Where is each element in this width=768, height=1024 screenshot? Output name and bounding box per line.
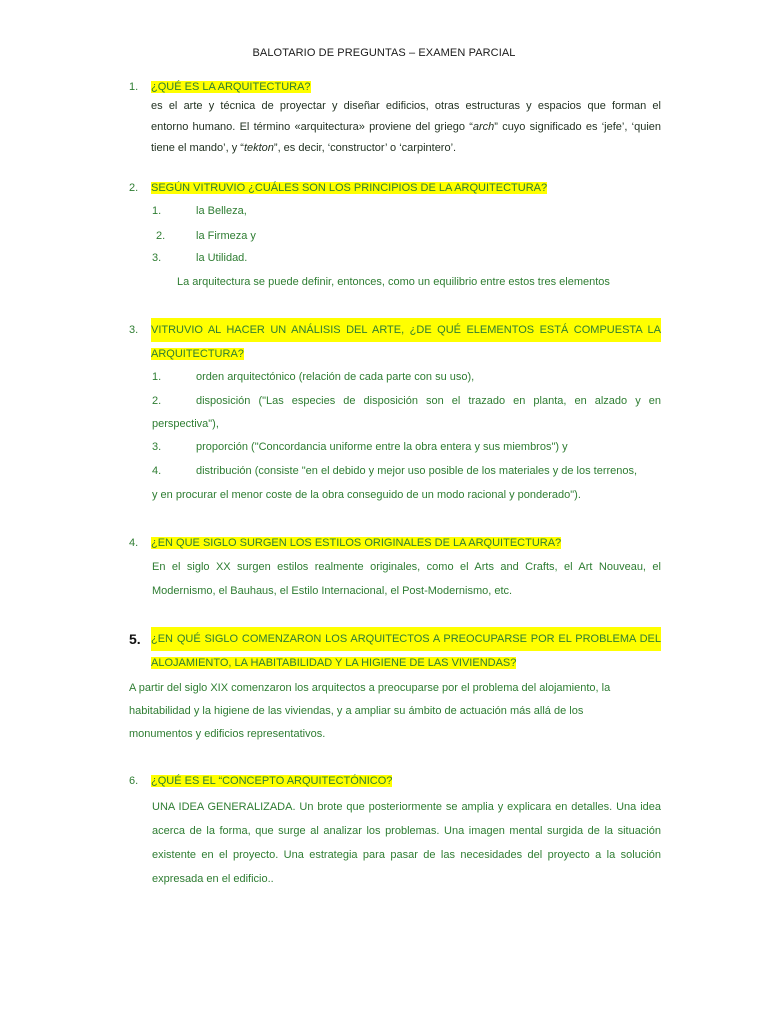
question-number: 5. (129, 631, 141, 647)
question-text: ¿EN QUE SIGLO SURGEN LOS ESTILOS ORIGINALES DE LA ARQUITECTURA? (151, 537, 562, 549)
question-text: ¿EN QUÉ SIGLO COMENZARON LOS ARQUITECTOS A PREOCUPARSE POR EL PROBLEMA DEL (151, 627, 661, 651)
question-number: 6. (129, 775, 139, 787)
question-2 (129, 176, 661, 200)
answer-line: En el siglo XX surgen estilos realmente originales, como el Arts and Crafts, el Art Nouveau, el (152, 561, 661, 573)
question-text: ALOJAMIENTO, LA HABITABILIDAD Y LA HIGIENE DE LAS VIVIENDAS? (151, 657, 517, 669)
answer-line: A partir del siglo XIX comenzaron los arquitectos a preocuparse por el problema del alojamiento, la (129, 682, 611, 694)
question-text: ¿QUÉ ES LA ARQUITECTURA? (151, 81, 311, 93)
answer-line: acerca de la forma, que surge al analizar los problemas. Una imagen mental surgida de la situación (152, 825, 661, 837)
question-number: 3. (129, 324, 139, 336)
document-title: BALOTARIO DE PREGUNTAS – EXAMEN PARCIAL (252, 47, 516, 59)
answer-4 (152, 557, 661, 602)
question-6 (129, 769, 661, 793)
answer-line: expresada en el edificio.. (152, 873, 274, 885)
answer-5 (129, 677, 629, 746)
question-text: ARQUITECTURA? (151, 348, 244, 360)
answer-line: existente en el proyecto. Una estrategia para pasar de las necesidades del proyecto a la solución (152, 849, 661, 861)
italic-term: arch (472, 121, 495, 133)
question-4 (129, 531, 661, 555)
question-text: SEGÚN VITRUVIO ¿CUÁLES SON LOS PRINCIPIOS DE LA ARQUITECTURA? (151, 182, 548, 194)
italic-term: tekton (243, 142, 274, 154)
answer-line: entorno humano. El término «arquitectura» proviene del griego “arch” cuyo significado es ‘jefe’, ‘quien (151, 121, 661, 133)
answer-1 (151, 96, 661, 159)
question-text: ¿QUÉ ES EL “CONCEPTO ARQUITECTÓNICO? (151, 775, 393, 787)
answer-conclusion: La arquitectura se puede definir, entonces, como un equilibrio entre estos tres elementos (177, 276, 610, 288)
answer-line: monumentos y edificios representativos. (129, 728, 326, 740)
question-5 (129, 627, 661, 675)
answer-line: Modernismo, el Bauhaus, el Estilo Internacional, el Post-Modernismo, etc. (152, 585, 513, 597)
answer-line: habitabilidad y la higiene de las viviendas, y a ampliar su ámbito de actuación más allá de los (129, 705, 584, 717)
question-number: 2. (129, 182, 139, 194)
question-3 (129, 318, 661, 366)
question-number: 1. (129, 81, 139, 93)
answer-line: es el arte y técnica de proyectar y diseñar edificios, otras estructuras y espacios que forman el (151, 100, 661, 112)
question-number: 4. (129, 537, 139, 549)
answer-line: tiene el mando’, y “tekton”, es decir, ‘constructor’ o ‘carpintero’. (151, 142, 457, 154)
document-page: BALOTARIO DE PREGUNTAS – EXAMEN PARCIAL 1. ¿QUÉ ES LA ARQUITECTURA? es el arte y técnica de proyectar y diseñar edificios, otras estructuras y espacios que forman el entorno humano. El término «arquitectura» proviene del griego “arch” cuyo significado es ‘jefe’, ‘quien tiene el mando’, y “tekton”, es decir, ‘constructor’ o ‘carpintero’. 2. SEGÚN VITRUVIO ¿CUÁLES SON LOS PRINCIPIOS DE LA ARQUITECTURA? 1. la Belleza, 2. la Firmeza y 3. la Utilidad. La arquitectura se puede definir, entonces, como un equilibrio entre estos tres elementos 3. VITRUVIO AL HACER UN ANÁLISIS DEL ARTE, ¿DE QUÉ ELEMENTOS ESTÁ COMPUESTA LA ARQUITECTURA? 1. orden arquitectónico (relación de cada parte con su uso), 2. disposición ("Las especies de disposición son el trazado en planta, en alzado y en perspectiva"), 3. proporción ("Concordancia uniforme entre la obra entera y sus miembros") y 4. distribución (consiste "en el debido y mejor uso posible de los materiales y de los terrenos, y en procurar el menor coste de la obra conseguido de un modo racional y ponderado"). 4. ¿EN QUE SIGLO SURGEN LOS ESTILOS ORIGINALES DE LA ARQUITECTURA? En el siglo XX surgen estilos realmente originales, como el Arts and Crafts, el Art Nouveau, el Modernismo, el Bauhaus, el Estilo Internacional, el Post-Modernismo, etc. 5. ¿EN QUÉ SIGLO COMENZARON LOS ARQUITECTOS A PREOCUPARSE POR EL PROBLEMA DEL ALOJAMIENTO, LA HABITABILIDAD Y LA HIGIENE DE LAS VIVIENDAS? A partir del siglo XIX comenzaron los arquitectos a preocuparse por el problema del alojamiento, la habitabilidad y la higiene de las viviendas, y a ampliar su ámbito de actuación más allá de los monumentos y edificios representativos. 6. ¿QUÉ ES EL “CONCEPTO ARQUITECTÓNICO? UNA IDEA GENERALIZADA. Un brote que posteriormente se amplia y explicara en detalles. Una idea acerca de la forma, que surge al analizar los problemas. Una imagen mental surgida de la situación existente en el proyecto. Una estrategia para pasar de las necesidades del proyecto a la solución expresada en el edificio.. (0, 0, 768, 1024)
list-item-continuation: y en procurar el menor coste de la obra conseguido de un modo racional y ponderado"). (152, 489, 581, 501)
list-item-continuation: perspectiva"), (152, 418, 219, 430)
question-text: VITRUVIO AL HACER UN ANÁLISIS DEL ARTE, ¿DE QUÉ ELEMENTOS ESTÁ COMPUESTA LA (151, 318, 661, 342)
answer-6 (152, 795, 661, 891)
answer-line: UNA IDEA GENERALIZADA. Un brote que posteriormente se amplia y explicara en detalles. Una idea (152, 801, 661, 813)
